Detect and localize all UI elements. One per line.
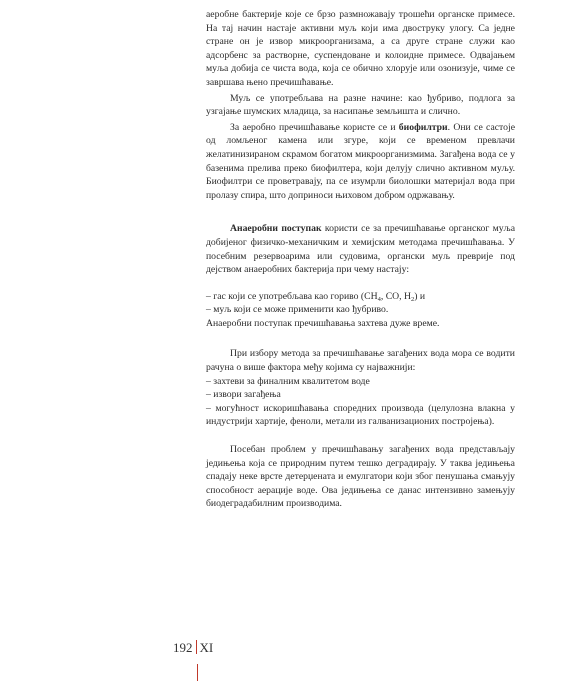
gas-text: – гас који се употребљава као гориво (CH — [206, 290, 378, 302]
gas-text-mid: , CO, H — [380, 290, 412, 302]
biofilters-intro: За аеробно пречишћавање користе се и — [230, 121, 399, 133]
anaerobic-term: Анаеробни поступак — [230, 223, 322, 235]
paragraph-aerobic-sludge: аеробне бактерије које се брзо размножавају трошећи органске примесе. На тај начин настаје активни муљ који има двоструку улогу. Са једне стране он је извор микроорганизама, а са друге стране служи као адсорбенс за растворне, суспендоване и колоидне примесе. Одвајањем муља добија се чиста вода, која се обично хлорује или озонизује, чиме се завршава њено пречишћавање. — [206, 9, 515, 88]
biofilters-term: биофилтри — [398, 121, 448, 133]
list-item-sources: – извори загађења — [206, 389, 281, 401]
page-footer — [173, 640, 213, 656]
anaerobic-body: користи се за пречишћавање органског муља добијеног физичко-механичким и хемијским методама пречишћавања. У посебним резервоарима или судовима, органски муљ преврије под дејством анаеробних бактерија при чему настају: — [206, 223, 515, 276]
paragraph-method-selection: При избору метода за пречишћавање загађених вода мора се водити рачуна о више фактора међу којима су најважнији: — [206, 348, 515, 374]
subscript-2: 2 — [411, 295, 415, 303]
biofilters-body: . Они се састоје од ломљеног камена или згуре, који се временом превлачи желатинизираном скрамом богатом микроорганизмима. Загађена вода се у базенима прелива преко биофилтера, који делују слично активном муљу. Биофилтри се проветравају, па се изумрли биолошки материјал вода при пролазу спира, што доприноси њиховом добром одржавању. — [206, 121, 515, 201]
margin-rule — [197, 664, 198, 681]
footer-separator — [196, 640, 197, 654]
page-number: 192 — [173, 640, 193, 655]
text-column — [206, 8, 515, 511]
anaerobic-products-list — [206, 290, 515, 331]
list-item-gas — [206, 290, 515, 304]
list-item-fertilizer: – муљ који се може применити као ђубриво. — [206, 304, 389, 316]
paragraph-degradation-problem: Посебан проблем у пречишћавању загађених вода представљају једињења која се природним путем тешко деградирају. У таква једињења спадају неке врсте детерџената и емулгатори који због пенушања смањују способност аерације воде. Ова једињења се данас интензивно замењују биодеградабилним производима. — [206, 444, 515, 510]
paragraph-biofilters — [206, 121, 515, 203]
paragraph-anaerobic — [206, 222, 515, 276]
chapter-number: XI — [199, 640, 214, 655]
gas-text-end: ) и — [414, 290, 426, 302]
factors-list — [206, 375, 515, 429]
list-item-byproducts: – могућност искоришћавања споредних производа (целулозна влакна у индустрији хартије, феноли, метали из галванизационих постројења). — [206, 402, 515, 428]
subscript-4: 4 — [377, 295, 381, 303]
paragraph-sludge-uses: Муљ се употребљава на разне начине: као ђубриво, подлога за узгајање шумских младица, за насипање земљишта и слично. — [206, 92, 515, 118]
anaerobic-duration-note: Анаеробни поступак пречишћавања захтева дуже време. — [206, 317, 440, 329]
list-item-quality: – захтеви за финалним квалитетом воде — [206, 375, 370, 387]
